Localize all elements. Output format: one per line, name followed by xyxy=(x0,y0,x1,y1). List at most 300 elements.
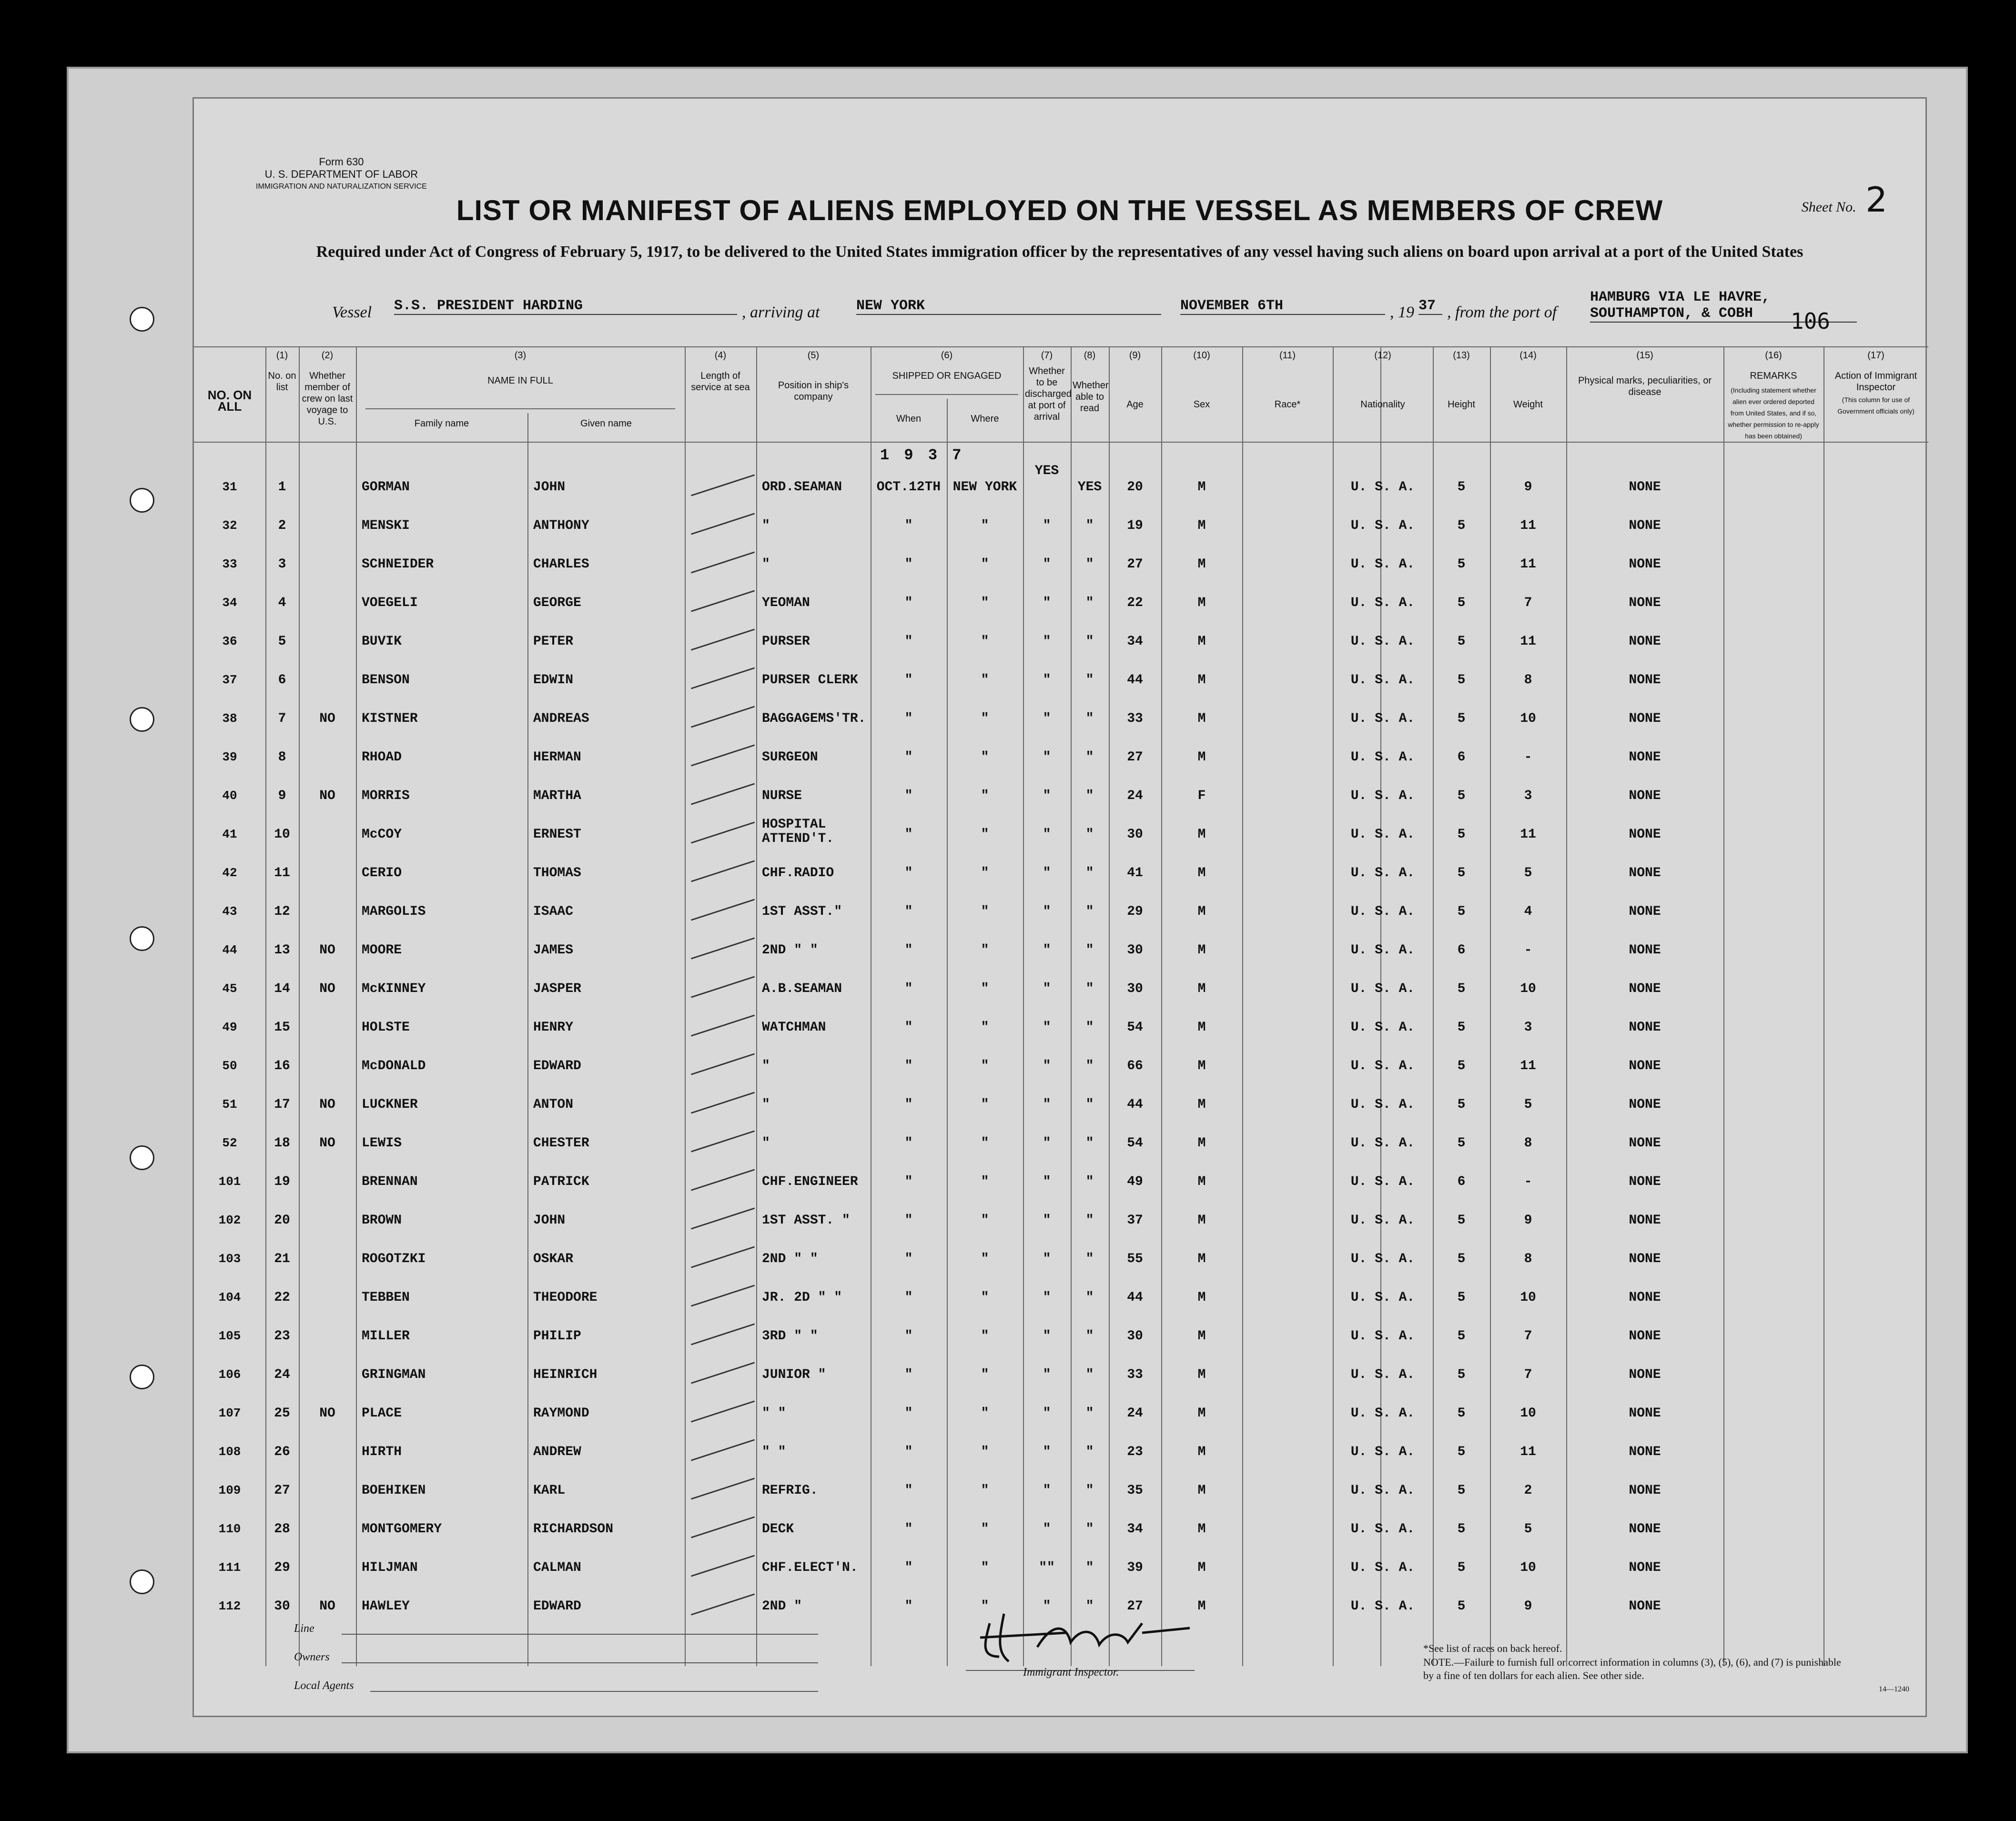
table-cell-no: 2 xyxy=(278,518,286,533)
table-cell-no: 16 xyxy=(274,1059,290,1073)
table-cell-discharged: " xyxy=(1043,1599,1051,1614)
table-cell-height: 5 xyxy=(1457,480,1466,495)
table-cell-when: " xyxy=(904,1174,913,1189)
column-header: Weight xyxy=(1513,399,1543,410)
table-cell-nationality: U. S. A. xyxy=(1350,596,1415,610)
table-cell-all: 103 xyxy=(218,1252,241,1266)
table-cell-weight: - xyxy=(1524,750,1532,765)
column-rule xyxy=(685,346,686,1666)
table-cell-all: 32 xyxy=(222,518,237,533)
table-cell-family: LEWIS xyxy=(362,1136,402,1151)
table-cell-last: NO xyxy=(319,1599,335,1614)
table-cell-given: EDWARD xyxy=(533,1059,581,1073)
table-cell-where: " xyxy=(981,634,989,649)
table-cell-last: NO xyxy=(319,981,335,996)
column-header: Race* xyxy=(1274,399,1301,410)
service-tick xyxy=(691,1014,755,1036)
table-cell-height: 5 xyxy=(1457,1445,1466,1459)
table-cell-sex: M xyxy=(1197,596,1206,610)
column-rule xyxy=(356,346,357,1666)
table-cell-marks: NONE xyxy=(1629,711,1661,726)
table-cell-no: 8 xyxy=(278,750,286,765)
owners-rule xyxy=(342,1662,818,1663)
column-header: SHIPPED OR ENGAGED xyxy=(892,371,1002,381)
table-cell-age: 30 xyxy=(1127,827,1143,842)
table-cell-age: 41 xyxy=(1127,866,1143,880)
table-cell-nationality: U. S. A. xyxy=(1350,673,1415,688)
table-cell-all: 49 xyxy=(222,1020,237,1034)
table-cell-sex: M xyxy=(1197,1213,1206,1228)
table-cell-no: 23 xyxy=(274,1329,290,1344)
table-cell-position: WATCHMAN xyxy=(762,1020,826,1035)
table-cell-nationality: U. S. A. xyxy=(1350,1097,1415,1112)
table-cell-when: " xyxy=(904,1406,913,1421)
table-cell-position: REFRIG. xyxy=(762,1483,818,1498)
table-cell-nationality: U. S. A. xyxy=(1350,480,1415,495)
table-cell-all: 39 xyxy=(222,750,237,764)
table-cell-discharged: " xyxy=(1043,1290,1051,1305)
table-cell-weight: 10 xyxy=(1520,1406,1536,1421)
table-cell-height: 5 xyxy=(1457,1367,1466,1382)
table-cell-read: " xyxy=(1085,750,1094,765)
column-rule xyxy=(1242,346,1243,1666)
service-tick xyxy=(691,551,755,573)
service-tick xyxy=(691,860,755,882)
service-tick xyxy=(691,1092,755,1113)
table-cell-discharged: " xyxy=(1043,866,1051,880)
table-cell-no: 14 xyxy=(274,981,290,996)
table-cell-position: 1ST ASST." xyxy=(762,904,842,919)
table-cell-age: 19 xyxy=(1127,518,1143,533)
table-cell-sex: M xyxy=(1197,943,1206,958)
column-number: (9) xyxy=(1129,350,1141,361)
table-cell-marks: NONE xyxy=(1629,1097,1661,1112)
table-cell-discharged: " xyxy=(1043,1367,1051,1382)
table-cell-all: 107 xyxy=(218,1406,241,1420)
table-cell-no: 1 xyxy=(278,480,286,495)
table-cell-family: McCOY xyxy=(362,827,402,842)
manifest-page xyxy=(67,67,1968,1753)
table-cell-nationality: U. S. A. xyxy=(1350,1406,1415,1421)
from-label: , from the port of xyxy=(1447,304,1557,321)
table-cell-discharged: " xyxy=(1043,1020,1051,1035)
local-agents-label: Local Agents xyxy=(294,1679,354,1692)
table-cell-read: " xyxy=(1085,711,1094,726)
table-cell-age: 44 xyxy=(1127,673,1143,688)
table-cell-weight: - xyxy=(1524,1174,1532,1189)
table-cell-no: 24 xyxy=(274,1367,290,1382)
table-cell-age: 27 xyxy=(1127,750,1143,765)
column-rule xyxy=(265,346,266,1666)
table-cell-no: 29 xyxy=(274,1560,290,1575)
service-tick xyxy=(691,1593,755,1615)
table-cell-where: " xyxy=(981,1136,989,1151)
sheet-number-value: 2 xyxy=(1865,180,1887,220)
footer xyxy=(194,1614,1928,1714)
table-cell-when: " xyxy=(904,904,913,919)
table-cell-family: KISTNER xyxy=(362,711,418,726)
table-cell-when: " xyxy=(904,1522,913,1537)
table-cell-discharged: " xyxy=(1043,1522,1051,1537)
table-cell-marks: NONE xyxy=(1629,981,1661,996)
table-cell-sex: M xyxy=(1197,1599,1206,1614)
table-cell-age: 54 xyxy=(1127,1020,1143,1035)
service-tick xyxy=(691,937,755,959)
arrival-date: NOVEMBER 6TH xyxy=(1180,298,1385,315)
table-cell-discharged: " xyxy=(1043,711,1051,726)
service-tick xyxy=(691,1362,755,1384)
table-cell-family: MENSKI xyxy=(362,518,410,533)
table-cell-all: 45 xyxy=(222,981,237,996)
table-cell-given: CHARLES xyxy=(533,557,589,572)
table-cell-weight: 10 xyxy=(1520,981,1536,996)
table-cell-age: 37 xyxy=(1127,1213,1143,1228)
table-cell-given: HERMAN xyxy=(533,750,581,765)
table-cell-where: " xyxy=(981,1406,989,1421)
arriving-label: , arriving at xyxy=(742,304,820,321)
table-cell-when: " xyxy=(904,1136,913,1151)
table-cell-no: 10 xyxy=(274,827,290,842)
table-cell-when: OCT.12TH xyxy=(876,480,941,495)
table-cell-sex: M xyxy=(1197,1483,1206,1498)
table-cell-last: NO xyxy=(319,1097,335,1112)
table-cell-height: 5 xyxy=(1457,557,1466,572)
table-cell-read: " xyxy=(1085,1213,1094,1228)
table-cell-discharged: " xyxy=(1043,1213,1051,1228)
table-cell-no: 13 xyxy=(274,943,290,958)
table-cell-height: 5 xyxy=(1457,981,1466,996)
table-cell-family: SCHNEIDER xyxy=(362,557,434,572)
table-cell-nationality: U. S. A. xyxy=(1350,711,1415,726)
table-cell-all: 110 xyxy=(218,1522,241,1536)
punch-hole xyxy=(130,707,154,732)
table-cell-where: " xyxy=(981,750,989,765)
table-cell-age: 22 xyxy=(1127,596,1143,610)
table-cell-marks: NONE xyxy=(1629,1136,1661,1151)
table-cell-age: 29 xyxy=(1127,904,1143,919)
table-cell-position: " xyxy=(762,518,770,533)
table-cell-position: 3RD " " xyxy=(762,1329,818,1344)
table-cell-where: " xyxy=(981,1560,989,1575)
table-cell-nationality: U. S. A. xyxy=(1350,1522,1415,1537)
table-cell-weight: 5 xyxy=(1524,1097,1532,1112)
table-cell-weight: 10 xyxy=(1520,711,1536,726)
service-tick xyxy=(691,976,755,998)
table-cell-when: " xyxy=(904,1020,913,1035)
table-cell-age: 23 xyxy=(1127,1445,1143,1459)
arriving-port: NEW YORK xyxy=(856,298,1161,315)
table-cell-age: 27 xyxy=(1127,557,1143,572)
column-number: (8) xyxy=(1084,350,1096,361)
table-cell-family: HILJMAN xyxy=(362,1560,418,1575)
column-rule xyxy=(299,346,300,1666)
table-cell-read: " xyxy=(1085,518,1094,533)
table-cell-marks: NONE xyxy=(1629,943,1661,958)
table-cell-where: " xyxy=(981,981,989,996)
table-cell-position: " xyxy=(762,1136,770,1151)
table-cell-when: " xyxy=(904,518,913,533)
table-cell-no: 3 xyxy=(278,557,286,572)
table-cell-given: ERNEST xyxy=(533,827,581,842)
service-tick xyxy=(691,1516,755,1538)
table-cell-when: " xyxy=(904,1483,913,1498)
table-cell-position: 2ND " " xyxy=(762,1252,818,1266)
table-cell-all: 37 xyxy=(222,673,237,687)
table-cell-height: 5 xyxy=(1457,1097,1466,1112)
table-cell-discharged: " xyxy=(1043,904,1051,919)
table-cell-nationality: U. S. A. xyxy=(1350,634,1415,649)
table-cell-age: 27 xyxy=(1127,1599,1143,1614)
column-header: Age xyxy=(1126,399,1144,410)
punch-hole xyxy=(130,488,154,513)
table-cell-marks: NONE xyxy=(1629,750,1661,765)
table-cell-read: " xyxy=(1085,1367,1094,1382)
table-cell-family: PLACE xyxy=(362,1406,402,1421)
from-port-line2: SOUTHAMPTON, & COBH xyxy=(1590,305,1857,323)
column-rule xyxy=(1333,346,1334,1666)
table-cell-read: " xyxy=(1085,904,1094,919)
table-cell-read: " xyxy=(1085,789,1094,803)
table-cell-age: 54 xyxy=(1127,1136,1143,1151)
table-cell-family: HIRTH xyxy=(362,1445,402,1459)
table-cell-height: 5 xyxy=(1457,634,1466,649)
table-cell-position: " xyxy=(762,1097,770,1112)
column-number: (15) xyxy=(1636,350,1653,361)
table-cell-all: 31 xyxy=(222,480,237,494)
table-cell-marks: NONE xyxy=(1629,1560,1661,1575)
table-cell-nationality: U. S. A. xyxy=(1350,866,1415,880)
table-cell-all: 33 xyxy=(222,557,237,571)
table-cell-read: " xyxy=(1085,673,1094,688)
table-cell-read: " xyxy=(1085,1020,1094,1035)
table-cell-last: NO xyxy=(319,1136,335,1151)
form-code: 14—1240 xyxy=(1879,1685,1909,1693)
table-cell-position: PURSER CLERK xyxy=(762,673,858,688)
table-cell-sex: M xyxy=(1197,827,1206,842)
table-cell-given: HEINRICH xyxy=(533,1367,598,1382)
table-cell-age: 24 xyxy=(1127,1406,1143,1421)
table-cell-where: " xyxy=(981,1213,989,1228)
column-number: (14) xyxy=(1520,350,1537,361)
table-cell-marks: NONE xyxy=(1629,1213,1661,1228)
table-cell-marks: NONE xyxy=(1629,634,1661,649)
table-cell-sex: M xyxy=(1197,518,1206,533)
table-cell-where: " xyxy=(981,1059,989,1073)
table-cell-marks: NONE xyxy=(1629,1445,1661,1459)
table-cell-marks: NONE xyxy=(1629,1522,1661,1537)
table-cell-height: 5 xyxy=(1457,596,1466,610)
table-cell-height: 5 xyxy=(1457,904,1466,919)
service-tick xyxy=(691,628,755,650)
table-cell-given: ANTON xyxy=(533,1097,574,1112)
table-top-rule xyxy=(194,346,1928,347)
column-header: No. on list xyxy=(268,371,296,393)
table-cell-last: NO xyxy=(319,711,335,726)
table-cell-height: 5 xyxy=(1457,1483,1466,1498)
table-cell-height: 5 xyxy=(1457,789,1466,803)
service-tick xyxy=(691,783,755,805)
table-cell-height: 5 xyxy=(1457,1329,1466,1344)
table-cell-nationality: U. S. A. xyxy=(1350,1136,1415,1151)
vessel-label: Vessel xyxy=(332,304,372,321)
table-cell-given: ANDREAS xyxy=(533,711,589,726)
table-cell-given: ISAAC xyxy=(533,904,574,919)
table-cell-height: 5 xyxy=(1457,518,1466,533)
column-rule xyxy=(1490,346,1491,1666)
table-cell-given: JOHN xyxy=(533,1213,566,1228)
table-cell-where: " xyxy=(981,1367,989,1382)
table-cell-discharged: " xyxy=(1043,1136,1051,1151)
column-rule xyxy=(1380,346,1381,1666)
table-cell-discharged: " xyxy=(1043,1252,1051,1266)
service-tick xyxy=(691,474,755,496)
table-cell-marks: NONE xyxy=(1629,518,1661,533)
table-cell-no: 15 xyxy=(274,1020,290,1035)
table-cell-position: " xyxy=(762,557,770,572)
table-cell-given: ANDREW xyxy=(533,1445,581,1459)
table-cell-where: " xyxy=(981,711,989,726)
table-cell-height: 5 xyxy=(1457,1290,1466,1305)
table-cell-position: NURSE xyxy=(762,789,802,803)
table-cell-family: BUVIK xyxy=(362,634,402,649)
table-cell-age: 49 xyxy=(1127,1174,1143,1189)
table-cell-position: JUNIOR " xyxy=(762,1367,826,1382)
table-cell-weight: 9 xyxy=(1524,1599,1532,1614)
table-cell-all: 108 xyxy=(218,1445,241,1459)
column-number: (16) xyxy=(1765,350,1782,361)
table-cell-all: 51 xyxy=(222,1097,237,1112)
table-cell-read: " xyxy=(1085,943,1094,958)
table-cell-all: 44 xyxy=(222,943,237,957)
table-cell-marks: NONE xyxy=(1629,1367,1661,1382)
table-cell-discharged: " xyxy=(1043,596,1051,610)
family-name-subheader: Family name xyxy=(414,418,469,429)
year-heading: 1 9 3 7 xyxy=(880,446,964,464)
table-cell-position: " " xyxy=(762,1445,786,1459)
table-cell-no: 25 xyxy=(274,1406,290,1421)
vessel-name: S.S. PRESIDENT HARDING xyxy=(394,298,737,315)
table-cell-when: " xyxy=(904,827,913,842)
column-header: REMARKS xyxy=(1750,371,1797,381)
table-cell-read: " xyxy=(1085,1522,1094,1537)
table-cell-position: ORD.SEAMAN xyxy=(762,480,842,495)
form-number: Form 630 xyxy=(319,156,364,168)
table-cell-when: " xyxy=(904,596,913,610)
table-cell-when: " xyxy=(904,1252,913,1266)
form-area xyxy=(192,97,1927,1717)
table-cell-nationality: U. S. A. xyxy=(1350,557,1415,572)
table-cell-marks: NONE xyxy=(1629,789,1661,803)
table-cell-where: " xyxy=(981,866,989,880)
column-number: (3) xyxy=(514,350,527,361)
table-cell-nationality: U. S. A. xyxy=(1350,1367,1415,1382)
table-cell-read: " xyxy=(1085,981,1094,996)
table-cell-discharged: " xyxy=(1043,1483,1051,1498)
table-cell-sex: M xyxy=(1197,1406,1206,1421)
table-cell-read: " xyxy=(1085,1290,1094,1305)
given-name-subheader: Given name xyxy=(580,418,632,429)
table-cell-sex: M xyxy=(1197,634,1206,649)
shipped-subheader-rule xyxy=(875,394,1018,395)
remarks-subheader: (Including statement whether alien ever ordered deported from United States, and if so, whether permission to re-apply has been obtained) xyxy=(1728,386,1819,440)
table-cell-position: CHF.ELECT'N. xyxy=(762,1560,858,1575)
table-cell-when: " xyxy=(904,943,913,958)
table-cell-where: " xyxy=(981,1329,989,1344)
service-tick xyxy=(691,706,755,728)
table-cell-family: MARGOLIS xyxy=(362,904,426,919)
table-cell-when: " xyxy=(904,634,913,649)
table-cell-family: TEBBEN xyxy=(362,1290,410,1305)
inspector-subheader: (This column for use of Government officials only) xyxy=(1837,396,1915,415)
table-cell-no: 19 xyxy=(274,1174,290,1189)
table-cell-last: NO xyxy=(319,943,335,958)
table-cell-age: 39 xyxy=(1127,1560,1143,1575)
table-cell-height: 5 xyxy=(1457,827,1466,842)
table-cell-read: " xyxy=(1085,1252,1094,1266)
table-cell-where: " xyxy=(981,1252,989,1266)
column-header: Height xyxy=(1448,399,1475,410)
table-cell-when: " xyxy=(904,1097,913,1112)
table-cell-where: " xyxy=(981,789,989,803)
table-cell-where: " xyxy=(981,1599,989,1614)
column-number: (13) xyxy=(1453,350,1470,361)
table-cell-sex: M xyxy=(1197,1252,1206,1266)
column-rule xyxy=(756,346,757,1666)
table-cell-family: RHOAD xyxy=(362,750,402,765)
table-cell-given: THEODORE xyxy=(533,1290,598,1305)
table-cell-where: " xyxy=(981,673,989,688)
column-number: (17) xyxy=(1867,350,1884,361)
table-cell-height: 5 xyxy=(1457,1252,1466,1266)
table-cell-where: " xyxy=(981,1174,989,1189)
races-note: *See list of races on back hereof. xyxy=(1423,1642,1562,1654)
table-cell-weight: 2 xyxy=(1524,1483,1532,1498)
punch-hole xyxy=(130,307,154,332)
table-cell-marks: NONE xyxy=(1629,1252,1661,1266)
table-cell-family: HAWLEY xyxy=(362,1599,410,1614)
column-rule xyxy=(1566,346,1567,1666)
table-cell-sex: M xyxy=(1197,1174,1206,1189)
table-cell-marks: NONE xyxy=(1629,557,1661,572)
table-cell-discharged: " xyxy=(1043,789,1051,803)
table-cell-given: GEORGE xyxy=(533,596,581,610)
table-cell-family: McKINNEY xyxy=(362,981,426,996)
table-cell-nationality: U. S. A. xyxy=(1350,789,1415,803)
table-cell-given: MARTHA xyxy=(533,789,581,803)
table-cell-read: " xyxy=(1085,866,1094,880)
table-cell-sex: M xyxy=(1197,1445,1206,1459)
table-cell-weight: 3 xyxy=(1524,1020,1532,1035)
table-cell-weight: 10 xyxy=(1520,1290,1536,1305)
table-cell-given: RICHARDSON xyxy=(533,1522,614,1537)
table-cell-given: CHESTER xyxy=(533,1136,589,1151)
table-cell-sex: M xyxy=(1197,904,1206,919)
punch-hole xyxy=(130,926,154,951)
table-cell-weight: 11 xyxy=(1520,634,1536,649)
table-cell-marks: NONE xyxy=(1629,1174,1661,1189)
table-cell-no: 27 xyxy=(274,1483,290,1498)
table-cell-sex: M xyxy=(1197,1522,1206,1537)
table-cell-sex: M xyxy=(1197,1329,1206,1344)
table-cell-position: " " xyxy=(762,1406,786,1421)
page-subtitle: Required under Act of Congress of February 5, 1917, to be delivered to the United States immigration officer by the representatives of any vessel having such aliens on board upon arrival at a port of the United States xyxy=(316,243,1803,261)
table-cell-no: 5 xyxy=(278,634,286,649)
line-rule xyxy=(342,1634,818,1635)
table-cell-weight: 9 xyxy=(1524,480,1532,495)
column-number: (7) xyxy=(1041,350,1053,361)
table-cell-no: 20 xyxy=(274,1213,290,1228)
table-cell-marks: NONE xyxy=(1629,1020,1661,1035)
